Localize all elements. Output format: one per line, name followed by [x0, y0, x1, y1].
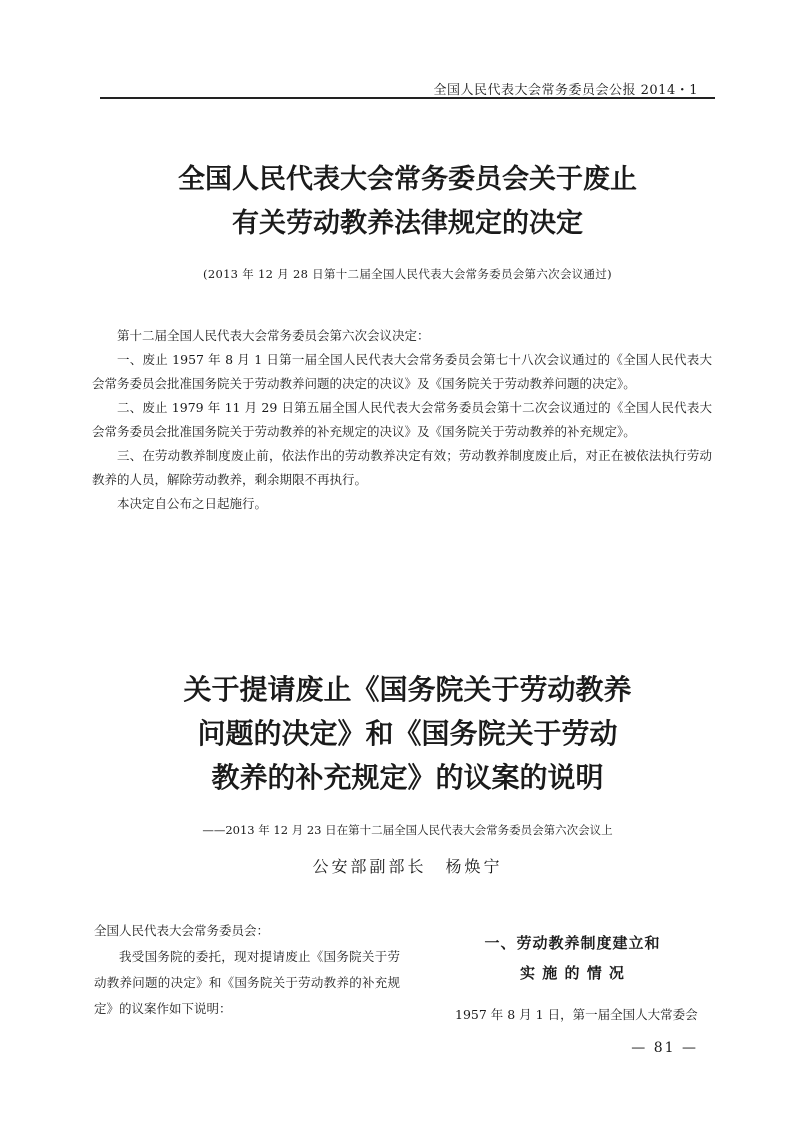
decision-paragraph: 二、废止 1979 年 11 月 29 日第五届全国人民代表大会常务委员会第十二次会议通过的《全国人民代表大会常务委员会批准国务院关于劳动教养的补充规定的决议》及《国务院关于劳动教养的补充规定》。: [92, 400, 712, 439]
left-column: [94, 918, 400, 1022]
header-rule: [100, 97, 715, 99]
running-header: 全国人民代表大会常务委员会公报 2014・1: [433, 83, 698, 98]
decision-paragraph: 一、废止 1957 年 8 月 1 日第一届全国人民代表大会常务委员会第七十八次会议通过的《全国人民代表大会常务委员会批准国务院关于劳动教养问题的决定的决议》及《国务院关于劳动教养问题的决定》。: [92, 352, 712, 391]
salutation: 全国人民代表大会常务委员会：: [94, 923, 270, 938]
decision-paragraph: 第十二届全国人民代表大会常务委员会第六次会议决定：: [117, 328, 430, 343]
explanation-title: [100, 668, 715, 800]
decision-title-line2: 有关劳动教养法律规定的决定: [232, 208, 583, 239]
section-paragraph: 1957 年 8 月 1 日，第一届全国人大常委会: [455, 1007, 698, 1022]
explanation-title-line3: 教养的补充规定》的议案的说明: [211, 761, 604, 794]
explanation-subtitle: ——2013 年 12 月 23 日在第十二届全国人民代表大会常务委员会第六次会议上: [202, 823, 613, 837]
decision-paragraph: 本决定自公布之日起施行。: [117, 496, 268, 511]
decision-title: [100, 158, 715, 246]
explanation-title-line1: 关于提请废止《国务院关于劳动教养: [183, 673, 632, 706]
section-heading: [430, 928, 715, 988]
right-column: [430, 928, 715, 1028]
section-heading-line1: 一、劳动教养制度建立和: [484, 934, 661, 952]
explanation-title-line2: 问题的决定》和《国务院关于劳动: [197, 717, 618, 750]
intro-paragraph: 我受国务院的委托，现对提请废止《国务院关于劳动教养问题的决定》和《国务院关于劳动教养的补充规定》的议案作如下说明：: [94, 949, 400, 1016]
page-number: — 81 —: [631, 1040, 698, 1056]
decision-title-line1: 全国人民代表大会常务委员会关于废止: [178, 164, 637, 195]
decision-paragraph: 三、在劳动教养制度废止前，依法作出的劳动教养决定有效；劳动教养制度废止后，对正在被依法执行劳动教养的人员，解除劳动教养，剩余期限不再执行。: [92, 448, 712, 487]
decision-body: [92, 324, 712, 516]
author-line: 公安部副部长 杨焕宁: [312, 857, 503, 876]
section-heading-line2: 实 施 的 情 况: [520, 964, 625, 982]
decision-subtitle: (2013 年 12 月 28 日第十二届全国人民代表大会常务委员会第六次会议通过): [203, 267, 612, 281]
